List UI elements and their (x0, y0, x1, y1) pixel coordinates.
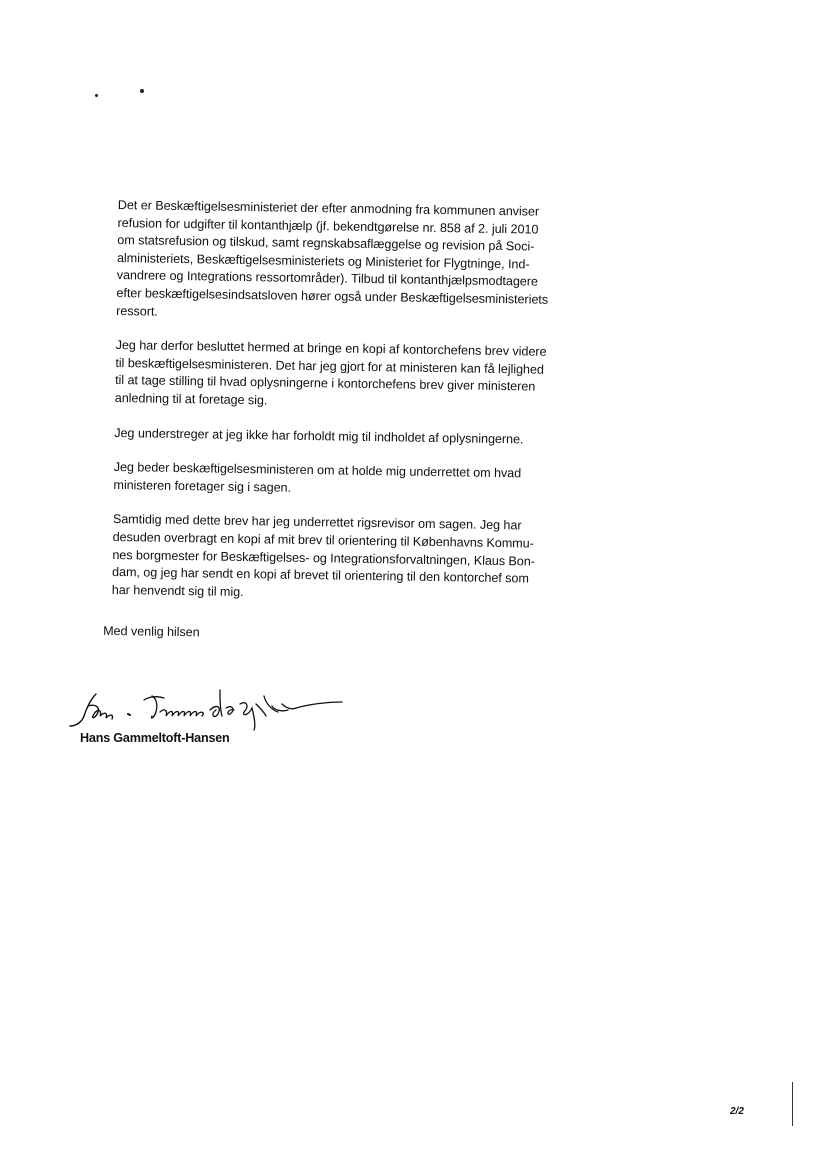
signer-name: Hans Gammeltoft-Hansen (80, 731, 230, 745)
scan-speck (140, 89, 144, 93)
paragraph-decision: Jeg har derfor besluttet hermed at bringe en kopi af kontorchefens brev videre til beskæftigelsesministeren. Det har jeg gjort for at ministeren kan få lejlighed til at tage stilling til hvad oplysningerne i kontorchefens brev giver ministeren anledning til at foretage sig. (114, 338, 547, 408)
letter-body (103, 197, 596, 648)
scan-speck (94, 93, 98, 97)
scan-edge-line (792, 1082, 793, 1126)
closing-salutation: Med venlig hilsen (103, 624, 200, 640)
paragraph-notification: Samtidig med dette brev har jeg underrettet rigsrevisor om sagen. Jeg har desuden overbragt en kopi af mit brev til orientering til Københavns Kommu- nes borgmester for Beskæftigelses- og Integrationsforvaltningen, Klaus Bon- dam, og jeg har sendt en kopi af brevet til orientering til den kontorchef som har henvendt sig til mig. (111, 512, 536, 599)
handwritten-signature (60, 686, 350, 732)
paragraph-request: Jeg beder beskæftigelsesministeren om at holde mig underrettet om hvad ministeren foretager sig i sagen. (113, 460, 522, 495)
paragraph-refusion: Det er Beskæftigelsesministeriet der efter anmodning fra kommunen anviser refusion for udgifter til kontanthjælp (jf. bekendtgørelse nr. 858 af 2. juli 2010 om statsrefusion og tilskud, samt regnskabsaflæggelse og revision på Soci- alministeriets, Beskæftigelsesministeriets og Ministeriet for Flygtninge, Ind- vandrere og Integrations ressortområder). Tilbud til kontanthjælpsmodtagere efter beskæftigelsesindsatsloven hører også under Beskæftigelsesministeriets ressort. (116, 197, 549, 319)
page-number: 2/2 (730, 1106, 744, 1117)
paragraph-disclaimer: Jeg understreger at jeg ikke har forholdt mig til indholdet af oplysningerne. (114, 425, 524, 446)
